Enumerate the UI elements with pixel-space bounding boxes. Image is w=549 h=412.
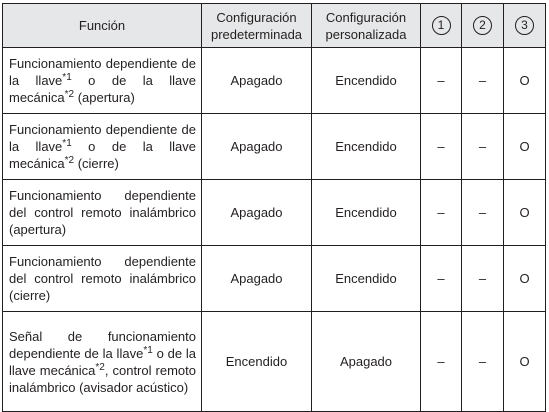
circled-number-1: 1 bbox=[432, 16, 451, 35]
column-2-cell: – bbox=[462, 246, 504, 312]
custom-cell: Encendido bbox=[312, 48, 421, 114]
table-row bbox=[3, 48, 546, 114]
column-1-cell: – bbox=[421, 114, 462, 180]
header-custom-setting: Configuración personalizada bbox=[312, 4, 421, 48]
function-text: Funcionamiento dependiente de la llave bbox=[9, 122, 196, 154]
circled-number-3: 3 bbox=[515, 16, 534, 35]
footnote-mark: *2 bbox=[64, 155, 75, 166]
column-2-cell: – bbox=[462, 312, 504, 412]
column-1-cell: – bbox=[421, 312, 462, 412]
function-text: Funcionamiento dependiente de la llave bbox=[9, 56, 196, 88]
footnote-mark: *2 bbox=[64, 89, 75, 100]
header-column-1 bbox=[421, 4, 462, 48]
function-text: (apertura) bbox=[74, 90, 135, 105]
function-cell bbox=[3, 312, 202, 412]
default-cell: Apagado bbox=[202, 114, 312, 180]
column-3-cell: O bbox=[504, 246, 546, 312]
column-3-cell: O bbox=[504, 114, 546, 180]
settings-table bbox=[2, 3, 546, 412]
column-1-cell: – bbox=[421, 246, 462, 312]
column-1-cell: – bbox=[421, 180, 462, 246]
function-text: , control remoto inalámbrico (avisador acústico) bbox=[9, 362, 196, 395]
default-cell: Apagado bbox=[202, 48, 312, 114]
custom-cell: Encendido bbox=[312, 246, 421, 312]
function-text: o de la llave mecánica bbox=[9, 73, 197, 105]
table-row bbox=[3, 114, 546, 180]
circled-number-2: 2 bbox=[473, 16, 492, 35]
column-3-cell: O bbox=[504, 312, 546, 412]
header-default-setting: Configuración predeterminada bbox=[202, 4, 312, 48]
header-column-3 bbox=[504, 4, 546, 48]
footnote-mark: *1 bbox=[143, 344, 153, 356]
header-row bbox=[3, 4, 546, 48]
table-row bbox=[3, 312, 546, 412]
footnote-mark: *1 bbox=[62, 138, 72, 149]
function-text: o de la llave mecánica bbox=[9, 345, 196, 378]
function-cell bbox=[3, 48, 202, 114]
column-3-cell: O bbox=[504, 48, 546, 114]
column-3-cell: O bbox=[504, 180, 546, 246]
default-cell: Apagado bbox=[202, 246, 312, 312]
custom-cell: Encendido bbox=[312, 114, 421, 180]
column-2-cell: – bbox=[462, 114, 504, 180]
function-cell: Funcionamiento dependiente del control remoto inalámbrico (cierre) bbox=[3, 246, 202, 312]
footnote-mark: *1 bbox=[62, 72, 72, 83]
column-2-cell: – bbox=[462, 180, 504, 246]
function-cell bbox=[3, 114, 202, 180]
header-column-2 bbox=[462, 4, 504, 48]
default-cell: Encendido bbox=[202, 312, 312, 412]
header-function: Función bbox=[3, 4, 202, 48]
column-1-cell: – bbox=[421, 48, 462, 114]
column-2-cell: – bbox=[462, 48, 504, 114]
default-cell: Apagado bbox=[202, 180, 312, 246]
function-text: (cierre) bbox=[74, 156, 119, 171]
function-cell: Funcionamiento dependiente del control remoto inalámbrico (apertura) bbox=[3, 180, 202, 246]
table-row bbox=[3, 246, 546, 312]
footnote-mark: *2 bbox=[95, 361, 105, 373]
table-row bbox=[3, 180, 546, 246]
function-text: o de la llave mecánica bbox=[9, 139, 197, 171]
custom-cell: Encendido bbox=[312, 180, 421, 246]
custom-cell: Apagado bbox=[312, 312, 421, 412]
function-text: Señal de funcionamiento dependiente de la llave bbox=[9, 328, 196, 361]
